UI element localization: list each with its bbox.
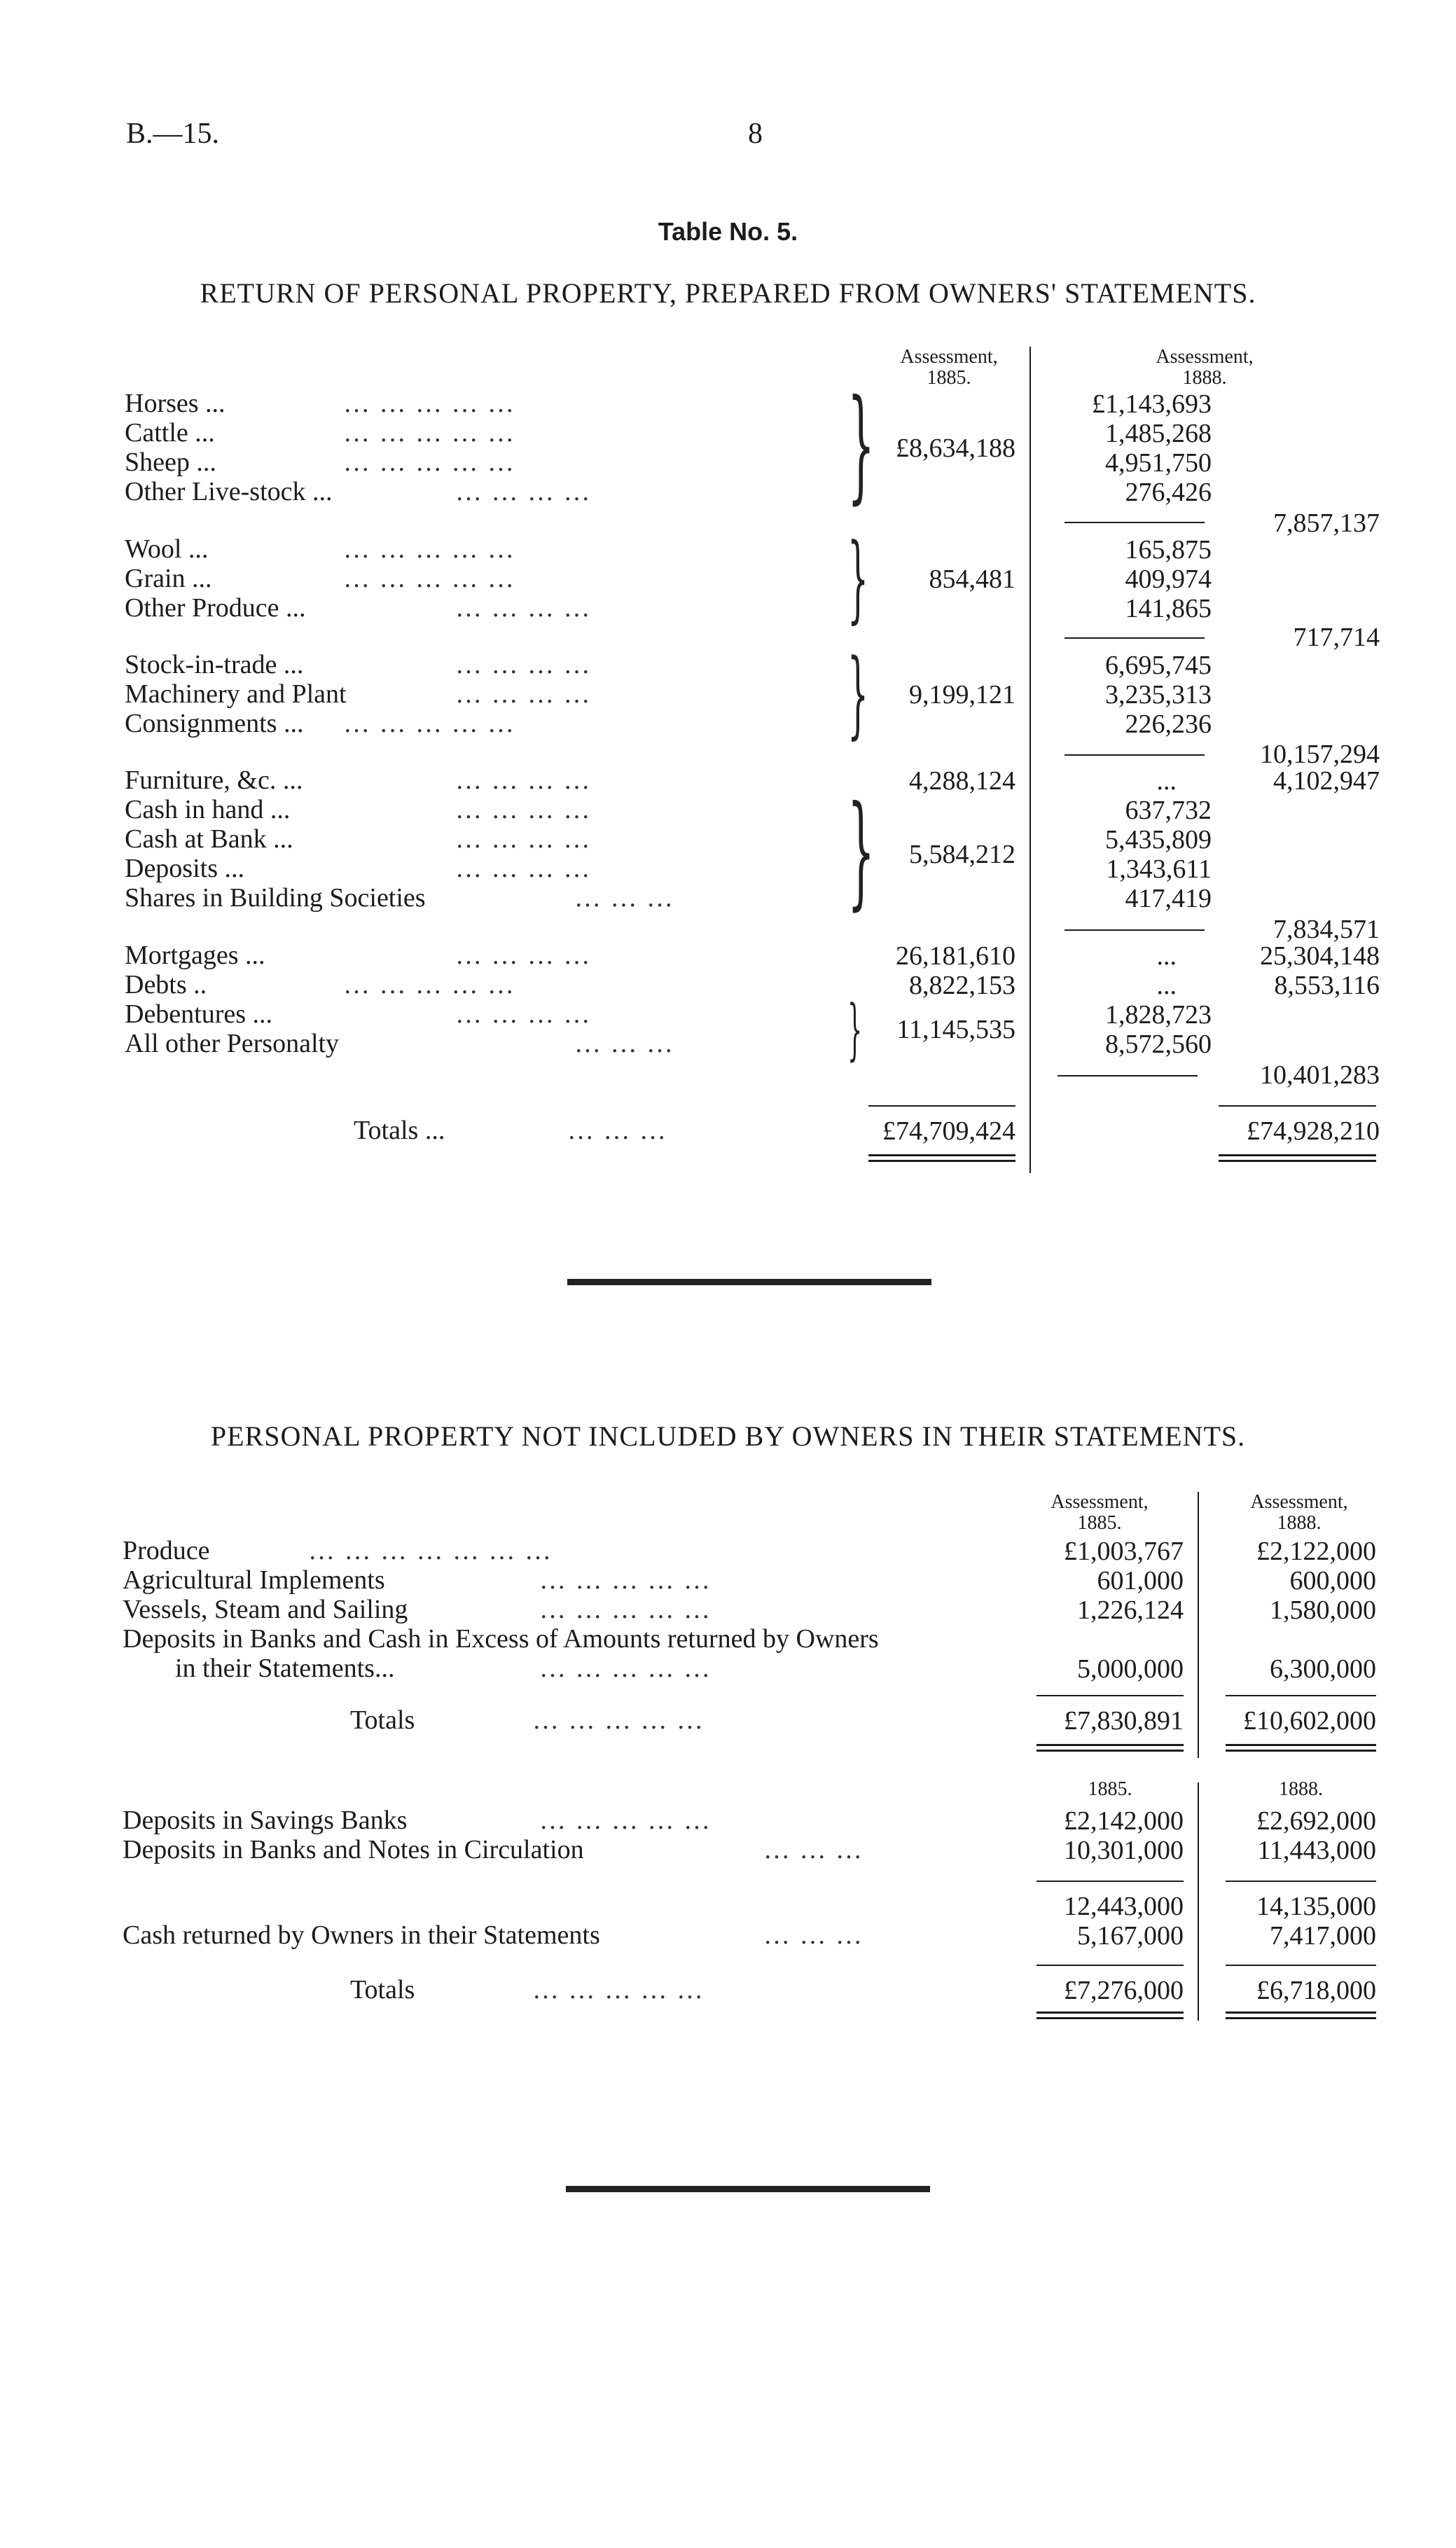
value-1885: 11,145,535	[896, 1015, 1015, 1044]
value-1885: 4,288,124	[909, 766, 1015, 796]
sum-rule	[1036, 1881, 1184, 1882]
row-label: Agricultural Implements	[123, 1565, 385, 1595]
total-double-rule	[868, 1154, 1015, 1156]
col-1885-year: 1885.	[1077, 1512, 1122, 1534]
value-1888: £2,122,000	[1256, 1537, 1376, 1566]
total-double-rule	[1036, 1750, 1184, 1752]
col-1888-header: Assessment,	[1250, 1491, 1348, 1513]
totals-label: Totals	[350, 1705, 415, 1735]
row-label: Cash at Bank ...	[125, 824, 293, 854]
total-double-rule	[1226, 1750, 1376, 1752]
row-label: Debentures ...	[125, 999, 273, 1029]
sum-rule	[1226, 1881, 1376, 1882]
row-label: Produce	[123, 1536, 210, 1565]
value-1885: 5,167,000	[1077, 1921, 1184, 1951]
total-1888: £6,718,000	[1256, 1976, 1376, 2005]
col-1888-header: Assessment,	[1156, 346, 1254, 368]
col-1888-year: 1888.	[1182, 367, 1227, 389]
leader-dots: … … … … …	[539, 1806, 712, 1835]
leader-dots: … … … …	[455, 824, 592, 854]
total-double-rule	[868, 1160, 1015, 1162]
value-1888: 417,419	[1125, 884, 1212, 913]
column-divider	[1198, 1782, 1199, 2021]
leader-dots: … … … … …	[539, 1654, 712, 1683]
row-label: Shares in Building Societies	[125, 883, 426, 913]
value-1888: 600,000	[1289, 1566, 1376, 1595]
leader-dots: … … … … …	[343, 970, 515, 999]
row-label: Deposits ...	[125, 854, 244, 883]
brace: }	[847, 639, 869, 749]
leader-dots: … … … …	[455, 650, 592, 679]
value-1885: £2,142,000	[1064, 1806, 1184, 1836]
total-double-rule	[1036, 2012, 1184, 2014]
value-1888: 1,580,000	[1270, 1595, 1376, 1625]
leader-dots: … … … …	[455, 999, 592, 1029]
total-1885: £7,276,000	[1064, 1976, 1184, 2005]
value-1888: ...	[1156, 971, 1177, 1000]
cash-year-1885: 1885.	[1088, 1778, 1132, 1800]
row-label: Cash in hand ...	[125, 795, 291, 824]
totals-label: Totals ...	[354, 1116, 445, 1145]
total-double-rule	[1219, 1154, 1376, 1156]
total-1888: £10,602,000	[1243, 1706, 1376, 1736]
row-label: Grain ...	[125, 564, 212, 593]
leader-dots: … … … …	[455, 477, 592, 506]
row-label: Machinery and Plant	[125, 679, 347, 709]
table-title: Table No. 5.	[658, 217, 798, 246]
leader-dots: … … … … …	[539, 1565, 712, 1595]
value-1888: 1,485,268	[1105, 419, 1212, 448]
value-1888: £1,143,693	[1092, 389, 1212, 419]
column-divider	[1029, 347, 1031, 1173]
total-double-rule	[1036, 1744, 1184, 1746]
row-label: Furniture, &c. ...	[125, 766, 303, 795]
total-rule	[1226, 1965, 1376, 1966]
brace: }	[847, 374, 875, 516]
section-title: PERSONAL PROPERTY NOT INCLUDED BY OWNERS IN THEIR STATEMENTS.	[210, 1420, 1246, 1452]
leader-dots: … … …	[567, 1116, 667, 1145]
row-label: in their Statements...	[175, 1654, 395, 1683]
total-rule	[868, 1105, 1015, 1107]
subtotal-1888: 10,401,283	[1260, 1060, 1380, 1090]
table-subtitle: RETURN OF PERSONAL PROPERTY, PREPARED FROM OWNERS' STATEMENTS.	[200, 277, 1256, 309]
total-rule	[1219, 1105, 1376, 1107]
total-rule	[1036, 1695, 1184, 1696]
value-1888: 4,951,750	[1105, 448, 1212, 478]
row-label: Other Live-stock ...	[125, 477, 333, 506]
value-1888: 6,695,745	[1105, 651, 1212, 680]
row-label: Sheep ...	[125, 448, 216, 477]
value-1885: £8,634,188	[896, 434, 1015, 463]
value-1885: 854,481	[929, 565, 1015, 594]
total-1885: £7,830,891	[1064, 1706, 1184, 1736]
row-label: Debts ..	[125, 970, 207, 999]
value-1885: 5,000,000	[1077, 1654, 1184, 1684]
value-1888: 6,300,000	[1270, 1654, 1376, 1684]
total-rule	[1036, 1965, 1184, 1966]
value-1888: 8,572,560	[1105, 1030, 1212, 1059]
leader-dots: … … …	[574, 883, 674, 913]
value-1888: 1,343,611	[1106, 854, 1212, 884]
value-1885: 26,181,610	[896, 941, 1015, 971]
page-number: 8	[748, 118, 763, 150]
value-1888: 3,235,313	[1105, 680, 1212, 709]
value-1888: £2,692,000	[1256, 1806, 1376, 1836]
leader-dots: … … … …	[455, 766, 592, 795]
totals-label: Totals	[350, 1975, 415, 2005]
row-label: Deposits in Banks and Cash in Excess of Amounts returned by Owners	[123, 1624, 879, 1654]
value-1885: 10,301,000	[1064, 1836, 1184, 1865]
leader-dots: … … … … …	[343, 418, 515, 448]
total-1888: £74,928,210	[1247, 1116, 1380, 1146]
subtotal-rule	[1065, 522, 1205, 523]
value-1888: 5,435,809	[1105, 825, 1212, 854]
brace: }	[847, 523, 869, 633]
value-1888: 141,865	[1125, 594, 1212, 623]
leader-dots: … … … …	[455, 679, 592, 709]
col-1888-year: 1888.	[1277, 1512, 1322, 1534]
leader-dots: … … … … …	[343, 534, 515, 564]
column-divider	[1198, 1492, 1199, 1758]
col-1885-header: Assessment,	[900, 346, 998, 368]
leader-dots: … … …	[763, 1920, 864, 1950]
row-label: All other Personalty	[125, 1029, 340, 1058]
subtotal-rule	[1058, 1075, 1198, 1076]
value-1888: 226,236	[1125, 709, 1212, 739]
leader-dots: … … … … …	[343, 564, 515, 593]
sum-1888: 14,135,000	[1256, 1892, 1376, 1921]
leader-dots: … … … … …	[343, 709, 515, 738]
total-double-rule	[1226, 2017, 1376, 2019]
section-separator	[566, 2186, 930, 2192]
document-reference: B.—15.	[126, 118, 220, 150]
leader-dots: … … …	[574, 1029, 674, 1058]
subtotal-rule	[1065, 929, 1205, 931]
total-double-rule	[1036, 2017, 1184, 2019]
leader-dots: … … … … …	[539, 1595, 712, 1624]
row-label: Vessels, Steam and Sailing	[123, 1595, 408, 1624]
leader-dots: … … … … …	[343, 389, 515, 418]
row-label: Cattle ...	[125, 418, 215, 448]
leader-dots: … … … …	[455, 854, 592, 883]
leader-dots: … … …	[763, 1835, 864, 1864]
row-label: Cash returned by Owners in their Statements	[123, 1920, 600, 1950]
row-label: Other Produce ...	[125, 593, 306, 623]
row-label: Deposits in Savings Banks	[123, 1806, 408, 1835]
value-1888: 11,443,000	[1257, 1836, 1376, 1865]
leader-dots: … … … …	[455, 593, 592, 623]
row-label: Deposits in Banks and Notes in Circulation	[123, 1835, 584, 1864]
row-label: Horses ...	[125, 389, 226, 418]
brace: }	[847, 991, 863, 1068]
leader-dots: … … … …	[455, 941, 592, 970]
total-double-rule	[1226, 1744, 1376, 1746]
subtotal-1888: 717,714	[1293, 623, 1380, 652]
value-1885: 9,199,121	[909, 680, 1015, 709]
value-1885: 5,584,212	[909, 840, 1015, 869]
cash-year-1888: 1888.	[1279, 1778, 1323, 1800]
value-1885: 1,226,124	[1077, 1595, 1184, 1625]
value-1885: 601,000	[1097, 1566, 1184, 1595]
total-double-rule	[1226, 2012, 1376, 2014]
value-1888: 637,732	[1125, 796, 1212, 825]
section-separator	[567, 1279, 931, 1285]
leader-dots: … … … … …	[343, 448, 515, 477]
row-label: Consignments ...	[125, 709, 304, 738]
value-1885: £1,003,767	[1064, 1537, 1184, 1566]
value-1888: 165,875	[1125, 535, 1212, 565]
total-double-rule	[1219, 1160, 1376, 1162]
sum-1885: 12,443,000	[1064, 1892, 1184, 1921]
leader-dots: … … … … …	[532, 1705, 705, 1735]
value-1888: 409,974	[1125, 565, 1212, 594]
row-label: Wool ...	[125, 534, 209, 564]
row-label: Mortgages ...	[125, 941, 265, 970]
value-1888: ...	[1156, 941, 1177, 971]
col-1885-header: Assessment,	[1051, 1491, 1149, 1513]
total-1885: £74,709,424	[882, 1116, 1015, 1146]
subtotal-rule	[1065, 754, 1205, 756]
subtotal-1888: 10,157,294	[1260, 740, 1380, 769]
value-1888: 7,417,000	[1270, 1921, 1376, 1951]
value-1885: 8,822,153	[909, 971, 1015, 1000]
leader-dots: … … … … … … …	[308, 1536, 553, 1565]
subtotal-1888: 8,553,116	[1274, 971, 1380, 1000]
value-1888: 1,828,723	[1105, 1000, 1212, 1030]
value-1888: 276,426	[1125, 478, 1212, 507]
leader-dots: … … … …	[455, 795, 592, 824]
subtotal-1888: 25,304,148	[1260, 941, 1380, 971]
total-rule	[1226, 1695, 1376, 1696]
subtotal-1888: 7,857,137	[1273, 508, 1380, 538]
subtotal-rule	[1065, 637, 1205, 639]
subtotal-1888: 7,834,571	[1273, 915, 1380, 944]
brace: }	[847, 780, 875, 922]
leader-dots: … … … … …	[532, 1975, 705, 2005]
value-1888: ...	[1156, 766, 1177, 796]
subtotal-1888: 4,102,947	[1273, 766, 1380, 796]
col-1885-year: 1885.	[927, 367, 971, 389]
row-label: Stock-in-trade ...	[125, 650, 304, 679]
